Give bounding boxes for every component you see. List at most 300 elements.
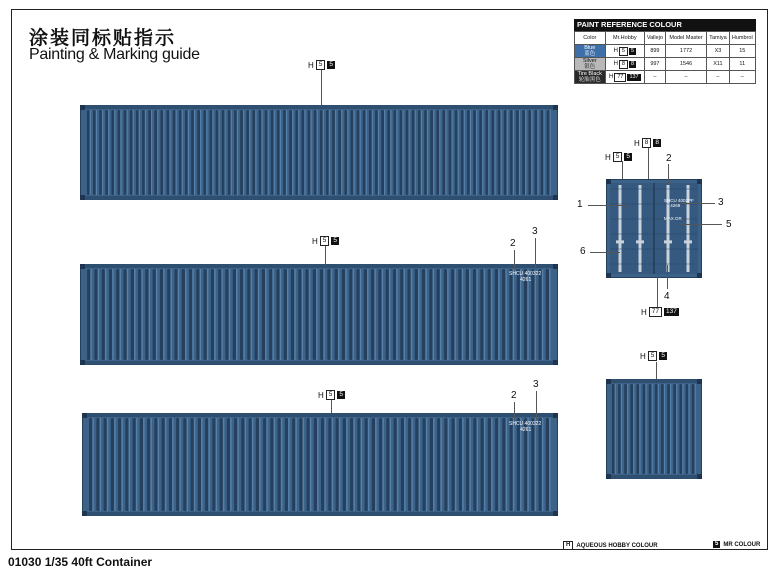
rib bbox=[488, 269, 491, 360]
rib bbox=[381, 110, 384, 195]
callout-blue-top: H 5 5 bbox=[308, 60, 334, 70]
rib bbox=[461, 110, 464, 195]
rib-highlight bbox=[476, 269, 477, 360]
rib-highlight bbox=[136, 418, 137, 511]
marking-number-1: 1 bbox=[577, 199, 583, 210]
rib-highlight bbox=[208, 418, 209, 511]
rib bbox=[466, 418, 469, 511]
callout-blue-door: H 5 5 bbox=[605, 152, 631, 162]
rib bbox=[466, 269, 469, 360]
mr-hobby-tire-black: H 77 137 bbox=[605, 71, 645, 84]
rib bbox=[133, 418, 136, 511]
humbrol-silver: 11 bbox=[729, 58, 755, 71]
rib bbox=[451, 269, 454, 360]
rib bbox=[328, 418, 331, 511]
rib bbox=[332, 110, 335, 195]
rib-highlight bbox=[243, 269, 244, 360]
tamiya-blue: X3 bbox=[707, 45, 729, 58]
rib bbox=[227, 418, 230, 511]
rib-highlight bbox=[158, 418, 159, 511]
leader-side1-3 bbox=[535, 238, 536, 270]
rib bbox=[379, 418, 382, 511]
callout-blue-side2: H 5 5 bbox=[318, 390, 344, 400]
rib bbox=[124, 110, 127, 195]
rib bbox=[485, 110, 488, 195]
rib bbox=[401, 418, 404, 511]
rib-highlight bbox=[206, 110, 207, 195]
rib bbox=[205, 418, 208, 511]
rib-highlight bbox=[329, 110, 330, 195]
rib-highlight bbox=[216, 418, 217, 511]
rib-highlight bbox=[633, 384, 634, 474]
rib-highlight bbox=[98, 269, 99, 360]
rib-highlight bbox=[332, 418, 333, 511]
rib bbox=[153, 269, 156, 360]
rib-highlight bbox=[347, 110, 348, 195]
rib-highlight bbox=[310, 418, 311, 511]
rib-highlight bbox=[165, 418, 166, 511]
rib bbox=[423, 418, 426, 511]
rib-highlight bbox=[274, 418, 275, 511]
rib-highlight bbox=[353, 418, 354, 511]
rib bbox=[295, 110, 298, 195]
top-rail bbox=[82, 413, 558, 417]
rib-highlight bbox=[440, 269, 441, 360]
rib bbox=[444, 269, 447, 360]
rib-highlight bbox=[229, 269, 230, 360]
rib bbox=[308, 110, 311, 195]
rib bbox=[393, 269, 396, 360]
rib bbox=[176, 418, 179, 511]
rib-highlight bbox=[324, 418, 325, 511]
humbrol-blue: 15 bbox=[729, 45, 755, 58]
rib-highlight bbox=[143, 418, 144, 511]
rib-highlight bbox=[223, 418, 224, 511]
rib bbox=[655, 384, 658, 474]
rib bbox=[636, 384, 639, 474]
rib bbox=[363, 110, 366, 195]
rib-highlight bbox=[425, 269, 426, 360]
rib bbox=[131, 269, 134, 360]
rib bbox=[327, 269, 330, 360]
rib bbox=[87, 269, 90, 360]
marking-number-6: 6 bbox=[580, 246, 586, 257]
decal-side2: SHCU 400322 4261 bbox=[509, 421, 542, 433]
rib bbox=[394, 418, 397, 511]
rib bbox=[234, 110, 237, 195]
rib bbox=[495, 418, 498, 511]
rib-highlight bbox=[419, 418, 420, 511]
rib bbox=[87, 110, 90, 195]
rib-highlight bbox=[212, 110, 213, 195]
rib bbox=[292, 418, 295, 511]
callout-black-door: H 77 137 bbox=[641, 307, 677, 317]
corner-casting bbox=[553, 360, 558, 365]
rib bbox=[154, 418, 157, 511]
corner-casting bbox=[553, 413, 558, 418]
rib bbox=[276, 269, 279, 360]
rib-highlight bbox=[500, 110, 501, 195]
rib-highlight bbox=[178, 269, 179, 360]
rib bbox=[111, 418, 114, 511]
rib bbox=[102, 269, 105, 360]
rib-highlight bbox=[317, 418, 318, 511]
rib bbox=[167, 110, 170, 195]
rib-highlight bbox=[477, 418, 478, 511]
paint-row-silver bbox=[575, 58, 756, 71]
rib bbox=[123, 269, 126, 360]
rib bbox=[364, 269, 367, 360]
rib-highlight bbox=[458, 110, 459, 195]
rib-highlight bbox=[448, 418, 449, 511]
rib-highlight bbox=[151, 110, 152, 195]
rib-highlight bbox=[157, 110, 158, 195]
rib-highlight bbox=[484, 269, 485, 360]
rib-highlight bbox=[129, 418, 130, 511]
rib-highlight bbox=[100, 418, 101, 511]
rib bbox=[197, 110, 200, 195]
rib bbox=[283, 110, 286, 195]
rib bbox=[351, 110, 354, 195]
rib bbox=[516, 110, 519, 195]
rib bbox=[198, 418, 201, 511]
footer-product-line: 01030 1/35 40ft Container bbox=[8, 555, 153, 569]
rib-highlight bbox=[163, 269, 164, 360]
header-humbrol: Humbrol bbox=[729, 32, 755, 45]
rib-highlight bbox=[280, 269, 281, 360]
mr-hobby-blue: H 5 5 bbox=[605, 45, 645, 58]
door-handle bbox=[616, 240, 624, 243]
rib bbox=[618, 384, 621, 474]
rib bbox=[148, 110, 151, 195]
rib-highlight bbox=[194, 418, 195, 511]
rib bbox=[222, 110, 225, 195]
rib-highlight bbox=[108, 110, 109, 195]
rib-highlight bbox=[267, 110, 268, 195]
corner-casting bbox=[80, 195, 85, 200]
swatch-blue: Blue 蓝色 bbox=[575, 45, 606, 58]
rib bbox=[386, 418, 389, 511]
rib-highlight bbox=[119, 269, 120, 360]
rib-highlight bbox=[245, 418, 246, 511]
rib-highlight bbox=[445, 110, 446, 195]
rib bbox=[344, 110, 347, 195]
rib bbox=[473, 418, 476, 511]
corner-casting bbox=[697, 474, 702, 479]
rib-highlight bbox=[404, 418, 405, 511]
decal-door-id: SHCU 4002PF 4269 bbox=[664, 198, 694, 208]
rib bbox=[412, 110, 415, 195]
rib bbox=[365, 418, 368, 511]
rib bbox=[271, 110, 274, 195]
paint-reference-table bbox=[574, 19, 756, 84]
rib bbox=[473, 110, 476, 195]
rib-highlight bbox=[172, 418, 173, 511]
rib bbox=[169, 418, 172, 511]
rib bbox=[321, 418, 324, 511]
model-master-blue: 1772 bbox=[665, 45, 707, 58]
rib-highlight bbox=[316, 269, 317, 360]
decal-side1: SHCU 400322 4261 bbox=[509, 271, 542, 283]
rib-highlight bbox=[498, 418, 499, 511]
rib bbox=[196, 269, 199, 360]
rib-highlight bbox=[382, 418, 383, 511]
corner-casting bbox=[553, 511, 558, 516]
rib-highlight bbox=[230, 418, 231, 511]
bottom-rail bbox=[82, 512, 558, 516]
rib bbox=[498, 110, 501, 195]
rib-highlight bbox=[323, 110, 324, 195]
rib-highlight bbox=[498, 269, 499, 360]
rib-highlight bbox=[225, 110, 226, 195]
rib-highlight bbox=[439, 110, 440, 195]
rib-highlight bbox=[280, 110, 281, 195]
rib-highlight bbox=[688, 384, 689, 474]
rib-highlight bbox=[390, 110, 391, 195]
rib bbox=[504, 110, 507, 195]
rib bbox=[191, 110, 194, 195]
rib-highlight bbox=[676, 384, 677, 474]
rib-highlight bbox=[695, 384, 696, 474]
rib-highlight bbox=[418, 269, 419, 360]
corner-casting bbox=[697, 273, 702, 278]
container-side-view-right bbox=[82, 413, 558, 516]
callout-blue-side1: H 5 5 bbox=[312, 236, 338, 246]
leader-door-4 bbox=[667, 265, 668, 289]
rib-highlight bbox=[139, 110, 140, 195]
rib bbox=[547, 110, 550, 195]
rib bbox=[93, 110, 96, 195]
rib-highlight bbox=[652, 384, 653, 474]
rib bbox=[94, 269, 97, 360]
rib bbox=[173, 110, 176, 195]
rib bbox=[136, 110, 139, 195]
rib-highlight bbox=[639, 384, 640, 474]
leader-door-6 bbox=[590, 252, 620, 253]
rib bbox=[415, 269, 418, 360]
top-rail bbox=[606, 379, 702, 383]
rib-highlight bbox=[359, 110, 360, 195]
rib bbox=[99, 110, 102, 195]
rib bbox=[630, 384, 633, 474]
rib-highlight bbox=[127, 269, 128, 360]
leader-side2-2 bbox=[514, 402, 515, 420]
rib bbox=[375, 110, 378, 195]
rib bbox=[299, 418, 302, 511]
top-rail bbox=[80, 105, 558, 109]
callout-blue-front: H 5 5 bbox=[640, 351, 666, 361]
rib-highlight bbox=[145, 110, 146, 195]
rib-highlight bbox=[469, 269, 470, 360]
rib-highlight bbox=[464, 110, 465, 195]
marking-number-2: 2 bbox=[510, 238, 516, 249]
rib bbox=[480, 269, 483, 360]
rib bbox=[160, 110, 163, 195]
rib bbox=[241, 418, 244, 511]
rib bbox=[449, 110, 452, 195]
rib bbox=[125, 418, 128, 511]
rib-highlight bbox=[455, 418, 456, 511]
rib bbox=[400, 110, 403, 195]
rib-highlight bbox=[513, 110, 514, 195]
corner-casting bbox=[606, 273, 611, 278]
marking-number-3: 3 bbox=[532, 226, 538, 237]
rib-highlight bbox=[494, 110, 495, 195]
rib-highlight bbox=[163, 110, 164, 195]
rib-highlight bbox=[92, 418, 93, 511]
rib-highlight bbox=[114, 110, 115, 195]
rib bbox=[203, 110, 206, 195]
rib-highlight bbox=[221, 269, 222, 360]
rib bbox=[495, 269, 498, 360]
rib bbox=[667, 384, 670, 474]
rib-highlight bbox=[482, 110, 483, 195]
rib-highlight bbox=[345, 269, 346, 360]
container-door-end bbox=[606, 179, 702, 278]
rib-highlight bbox=[259, 418, 260, 511]
rib bbox=[284, 269, 287, 360]
rib-highlight bbox=[426, 418, 427, 511]
rib-highlight bbox=[120, 110, 121, 195]
rib-highlight bbox=[335, 110, 336, 195]
leader-front-blue bbox=[656, 362, 657, 379]
rib-highlight bbox=[341, 110, 342, 195]
rib-highlight bbox=[309, 269, 310, 360]
marking-number-3: 3 bbox=[533, 379, 539, 390]
door-handle bbox=[636, 240, 644, 243]
rib-highlight bbox=[372, 110, 373, 195]
rib bbox=[371, 269, 374, 360]
rib-highlight bbox=[519, 110, 520, 195]
swatch-silver: Silver 银色 bbox=[575, 58, 606, 71]
rib-highlight bbox=[310, 110, 311, 195]
rib-highlight bbox=[114, 418, 115, 511]
rib-highlight bbox=[304, 110, 305, 195]
rib-highlight bbox=[549, 269, 550, 360]
rib bbox=[393, 110, 396, 195]
rib bbox=[182, 269, 185, 360]
locking-bar bbox=[639, 185, 642, 272]
rib bbox=[191, 418, 194, 511]
rib bbox=[661, 384, 664, 474]
rib-highlight bbox=[384, 110, 385, 195]
paint-row-blue bbox=[575, 45, 756, 58]
model-master-silver: 1546 bbox=[665, 58, 707, 71]
rib-highlight bbox=[505, 269, 506, 360]
rib-highlight bbox=[292, 110, 293, 195]
rib-highlight bbox=[451, 110, 452, 195]
rib-highlight bbox=[243, 110, 244, 195]
rib-highlight bbox=[261, 110, 262, 195]
rib-highlight bbox=[249, 110, 250, 195]
leader-door-blue bbox=[622, 161, 623, 179]
rib-highlight bbox=[658, 384, 659, 474]
rib bbox=[278, 418, 281, 511]
rib-highlight bbox=[331, 269, 332, 360]
top-rail bbox=[80, 264, 558, 268]
rib bbox=[406, 110, 409, 195]
rib-highlight bbox=[615, 384, 616, 474]
corner-casting bbox=[553, 195, 558, 200]
humbrol-tire-black: – bbox=[729, 71, 755, 84]
rib bbox=[189, 269, 192, 360]
rib bbox=[298, 269, 301, 360]
model-master-tire-black: – bbox=[665, 71, 707, 84]
rib bbox=[142, 110, 145, 195]
corner-casting bbox=[82, 511, 87, 516]
rib bbox=[369, 110, 372, 195]
rib-highlight bbox=[272, 269, 273, 360]
rib bbox=[259, 110, 262, 195]
rib-highlight bbox=[96, 110, 97, 195]
rib-highlight bbox=[375, 418, 376, 511]
rib bbox=[216, 110, 219, 195]
rib-highlight bbox=[374, 269, 375, 360]
rib-highlight bbox=[525, 110, 526, 195]
corner-casting bbox=[80, 264, 85, 269]
rib-highlight bbox=[317, 110, 318, 195]
leader-side1-2 bbox=[514, 250, 515, 270]
rib-highlight bbox=[427, 110, 428, 195]
rib bbox=[437, 269, 440, 360]
marking-number-5: 5 bbox=[726, 219, 732, 230]
rib-highlight bbox=[389, 269, 390, 360]
rib bbox=[643, 384, 646, 474]
vallejo-tire-black: – bbox=[645, 71, 666, 84]
corner-casting bbox=[606, 474, 611, 479]
header-model-master: Model Master bbox=[665, 32, 707, 45]
rib-highlight bbox=[274, 110, 275, 195]
rib bbox=[430, 110, 433, 195]
rib-highlight bbox=[396, 110, 397, 195]
rib bbox=[89, 418, 92, 511]
rib-highlight bbox=[621, 384, 622, 474]
swatch-tire-black: Tire Black 轮胎黑色 bbox=[575, 71, 606, 84]
rib bbox=[408, 418, 411, 511]
rib-highlight bbox=[255, 110, 256, 195]
rib bbox=[357, 110, 360, 195]
rib-highlight bbox=[462, 418, 463, 511]
rib bbox=[673, 384, 676, 474]
rib-highlight bbox=[484, 418, 485, 511]
mr-hobby-silver: H 8 8 bbox=[605, 58, 645, 71]
container-front-end bbox=[606, 379, 702, 479]
rib bbox=[407, 269, 410, 360]
rib bbox=[372, 418, 375, 511]
rib-highlight bbox=[134, 269, 135, 360]
rib-highlight bbox=[421, 110, 422, 195]
rib bbox=[116, 269, 119, 360]
rib bbox=[649, 384, 652, 474]
rib bbox=[270, 418, 273, 511]
title-chinese: 涂装同标贴指示 bbox=[29, 27, 177, 49]
marking-number-2: 2 bbox=[511, 390, 517, 401]
rib-highlight bbox=[409, 110, 410, 195]
rib bbox=[343, 418, 346, 511]
rib bbox=[225, 269, 228, 360]
rib bbox=[437, 418, 440, 511]
leader-door-black bbox=[657, 270, 658, 308]
rib bbox=[481, 418, 484, 511]
rib bbox=[118, 110, 121, 195]
rib-highlight bbox=[149, 269, 150, 360]
rib-highlight bbox=[303, 418, 304, 511]
rib bbox=[455, 110, 458, 195]
rib bbox=[104, 418, 107, 511]
rib bbox=[692, 384, 695, 474]
rib bbox=[256, 418, 259, 511]
rib bbox=[624, 384, 627, 474]
